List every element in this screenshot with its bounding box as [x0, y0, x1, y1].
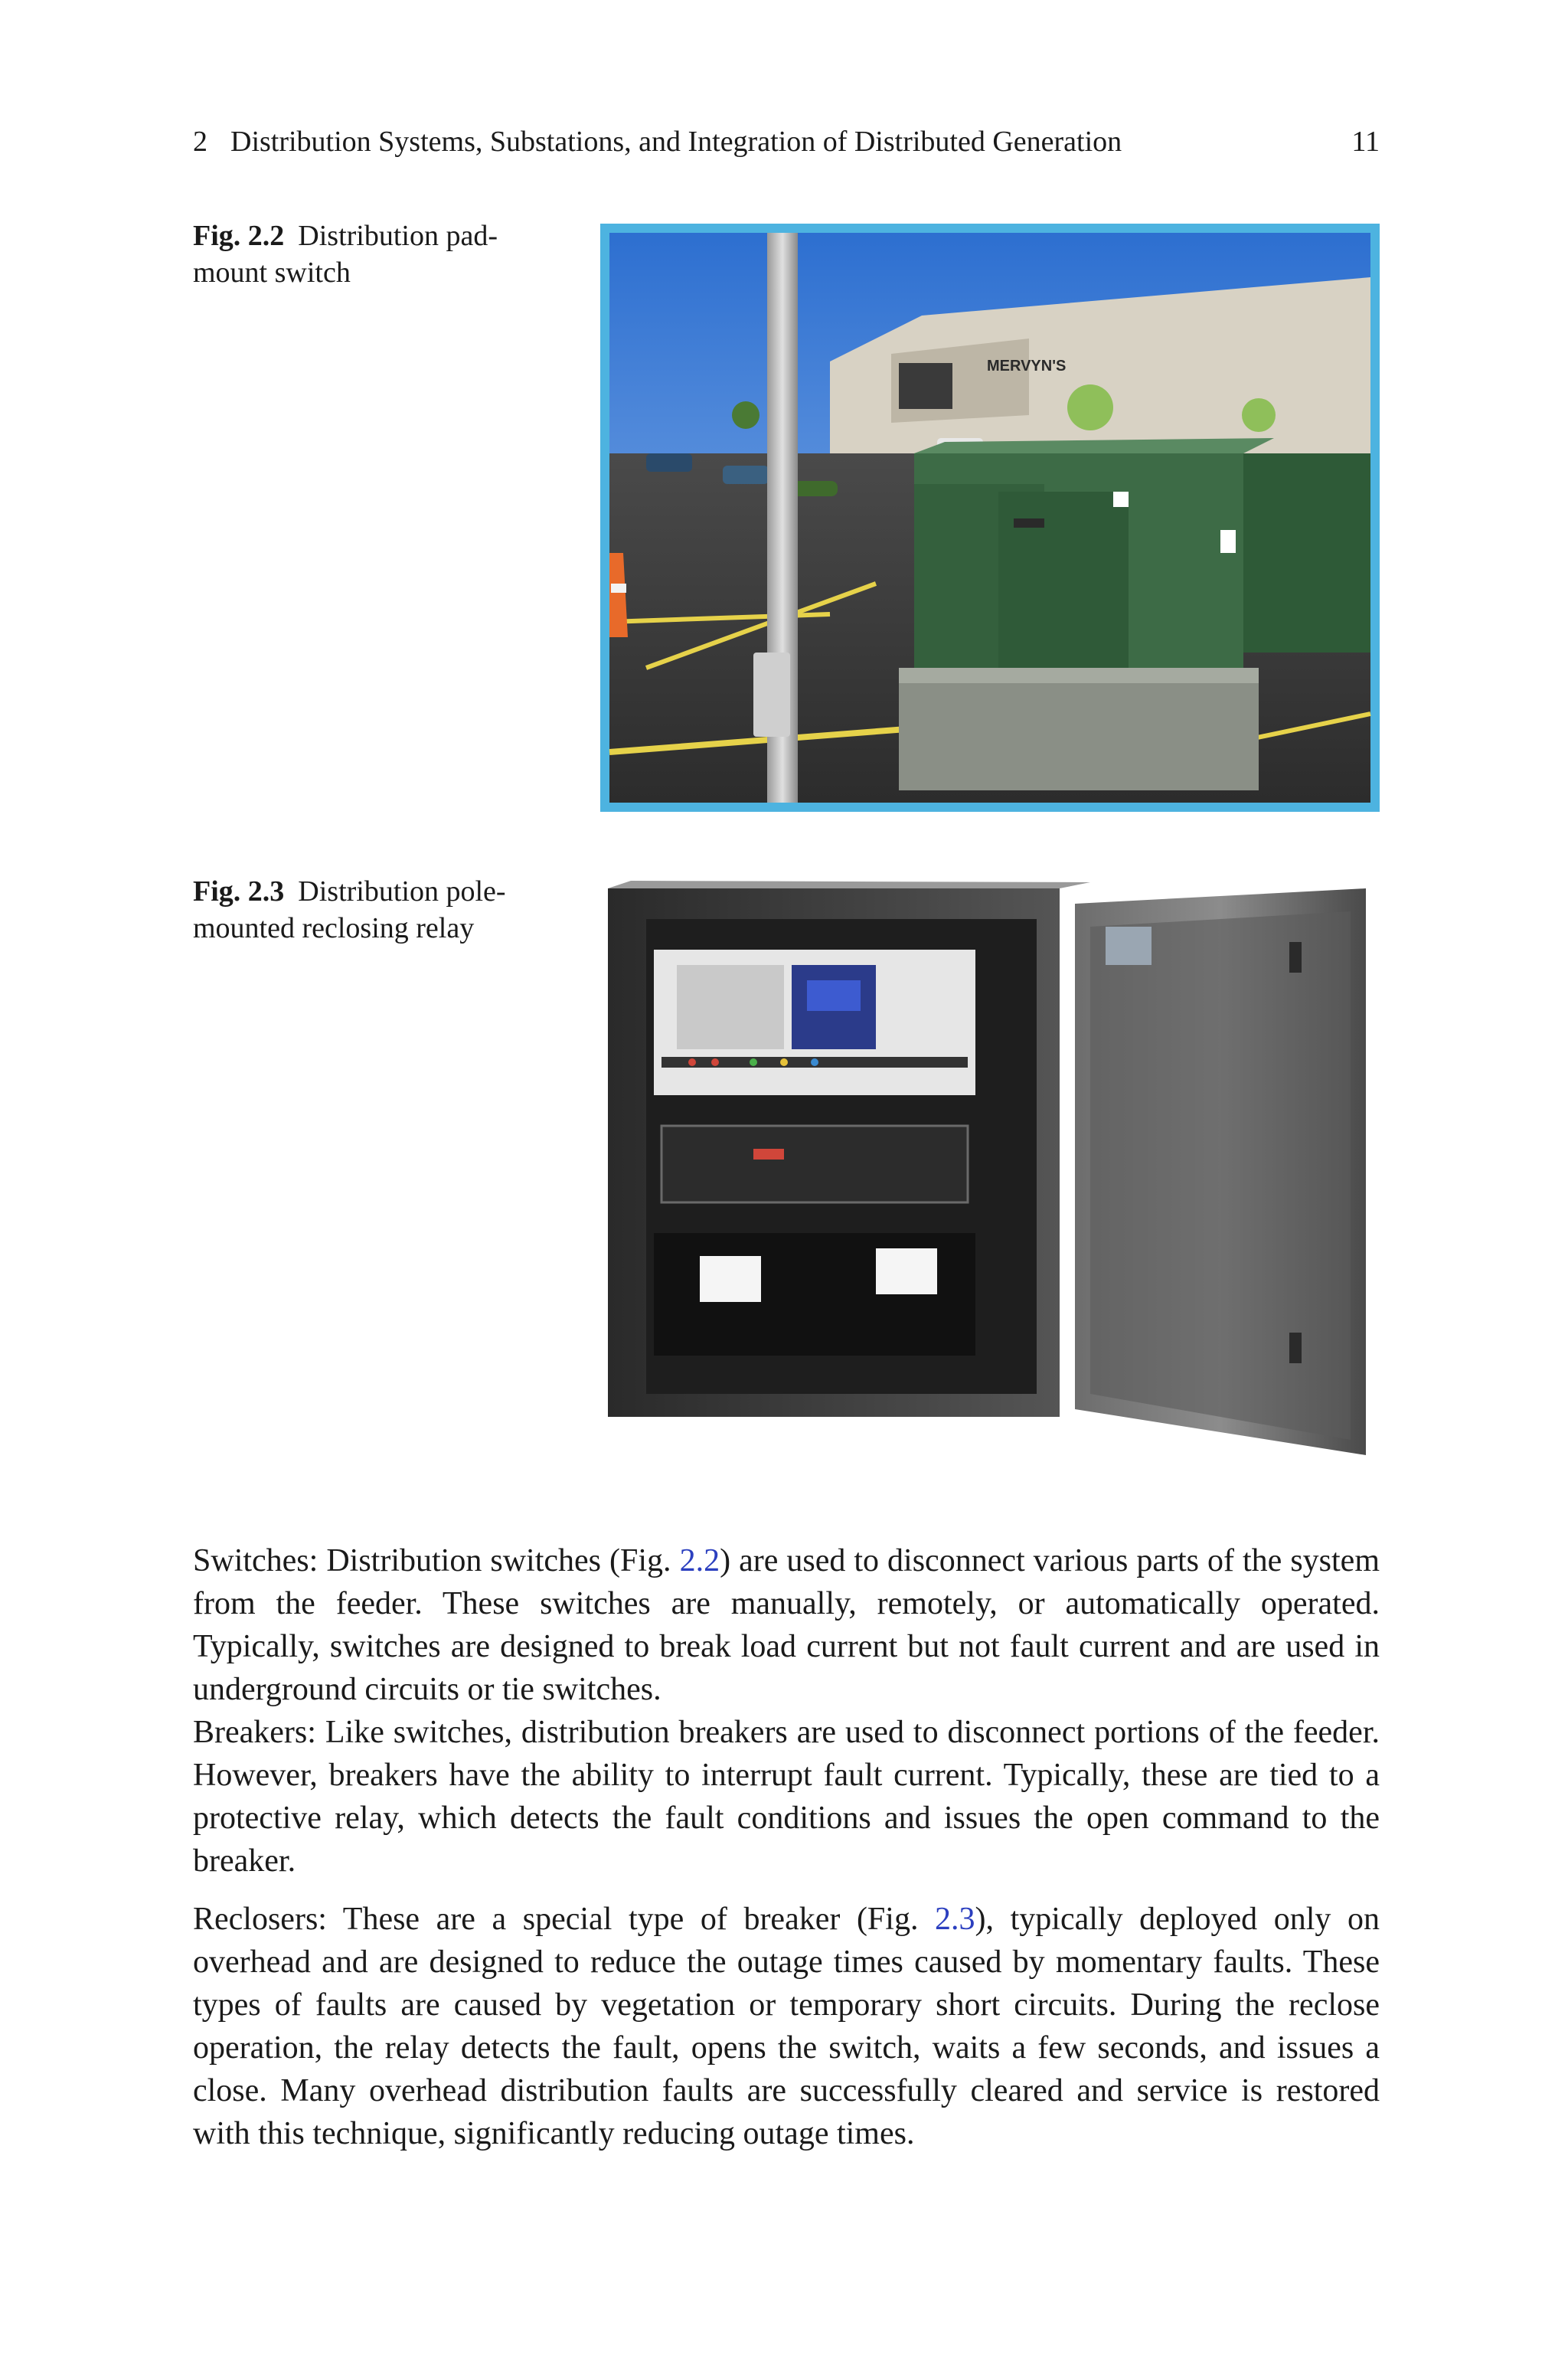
- body-text: [193, 1539, 1380, 2155]
- figure-reference-link[interactable]: 2.3: [935, 1902, 975, 1937]
- running-header: [193, 123, 1380, 161]
- figure-caption-text: Distribution pole-mounted reclosing relay: [193, 875, 506, 944]
- page-number: 11: [1351, 126, 1380, 158]
- figure-label: Fig. 2.3: [193, 875, 285, 908]
- paragraph-switches: Switches: Distribution switches (Fig. 2.2) are used to disconnect various parts of the system from the feeder. These switches are manually, remotely, or automatically operated. Typically, switches are designed to break load current but not fault current and are used in underground circuits or tie switches.: [193, 1543, 1380, 1707]
- chapter-heading: [193, 125, 1122, 159]
- paragraph-reclosers: Reclosers: These are a special type of breaker (Fig. 2.3), typically deployed only on overhead and are designed to reduce the outage times caused by momentary faults. These types of faults are caused by vegetation or temporary short circuits. During the reclose operation, the relay detects the fault, opens the switch, waits a few seconds, and issues a close. Many overhead distribution faults are successfully cleared and service is restored with this technique, significantly reducing outage times.: [193, 1902, 1380, 2151]
- figure-label: Fig. 2.2: [193, 220, 285, 252]
- chapter-title: Distribution Systems, Substations, and Integration of Distributed Generation: [230, 126, 1122, 158]
- chapter-number: 2: [193, 126, 207, 158]
- reclosing-relay-cabinet-photo: [600, 873, 1380, 1470]
- figure-caption-2-2: [193, 218, 560, 291]
- store-sign: [987, 358, 1066, 375]
- figure-caption-2-3: [193, 873, 560, 947]
- pad-mount-switch-photo: [600, 224, 1380, 812]
- svg-text:MERVYN'S: MERVYN'S: [987, 358, 1067, 375]
- paragraph-breakers: Breakers: Like switches, distribution breakers are used to disconnect portions of the feeder. However, breakers have the ability to interrupt fault current. Typically, these are tied to a protective relay, which detects the fault conditions and issues the open command to the breaker.: [193, 1715, 1380, 1879]
- figure-reference-link[interactable]: 2.2: [679, 1543, 720, 1578]
- figure-caption-text: Distribution pad-mount switch: [193, 220, 498, 289]
